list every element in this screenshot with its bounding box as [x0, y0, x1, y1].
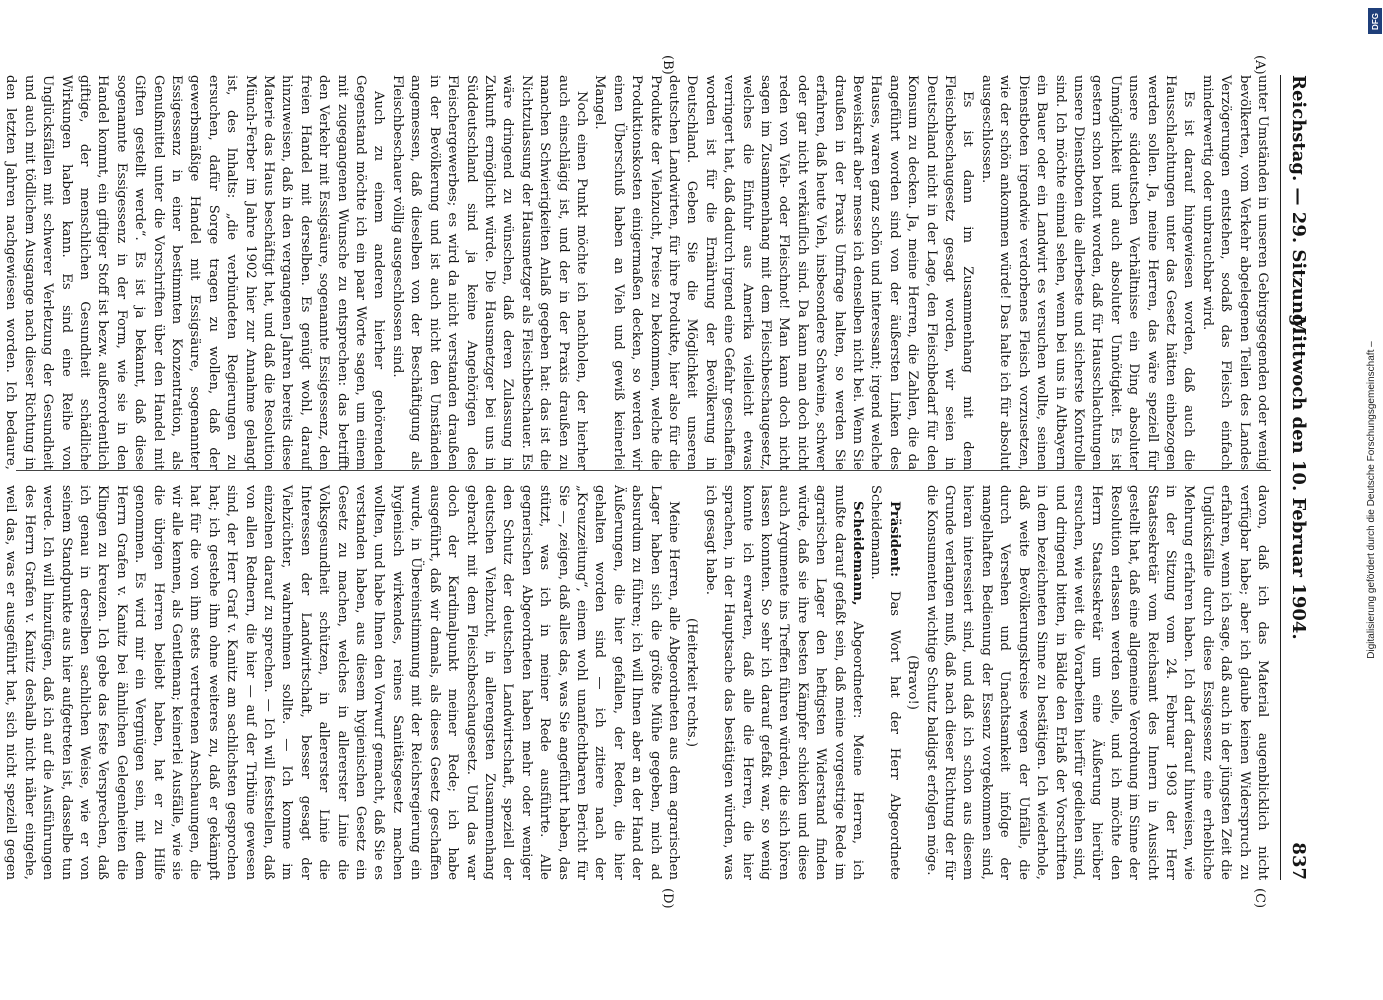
margin-marker-d: (D)	[660, 888, 675, 909]
paragraph: unter Umständen in unseren Gebirgsgegenden oder wenig bevölkerten, vom Verkehr abgelegenen Teilen des Landes Verzögerungen entstehen, sodaß das Fleisch einfach minderwertig oder unbrauchbar wird.	[1199, 75, 1270, 470]
paragraph: Auch zu einem anderen hierher gehörenden Gegenstand möchte ich ein paar Worte sagen, um einem mit zugegangenen Wunsche zu entsprechen: das betrifft den Verkehr mit Essigsäure, sogenannte Essigessenz, den freien Handel mit derselben. Es genügt wohl, darauf hinzuweisen, daß in den vergangenen Jahren bereits diese Materie das Haus beschäftigt hat, und daß die Resolution Münch-Ferber im Jahre 1902 hier zur Annahme gelangt ist, des Inhalts: „die verbündeten Regierungen zu ersuchen, dafür Sorge tragen zu wollen, daß der gewerbsmäßige Handel mit Essigsäure, sogenannter Essigessenz in einer bestimmten Konzentration, als Genußmittel unter die Vorschriften über den Handel mit Giften gestellt werde“. Es ist ja bekannt, daß diese sogenannte Essigessenz in der Form, wie sie in den Handel kommt, ein giftiger Stoff ist bezw. außerordentlich giftige, der menschlichen Gesundheit schädliche Wirkungen haben kann. Es sind eine Reihe von Unglücksfällen mit schwerer Verletzung der Gesundheit und auch mit tödlichem Ausgange nach dieser Richtung in den letzten Jahren nachgewiesen worden. Ich bedaure,	[3, 75, 387, 470]
column-divider	[16, 470, 1271, 471]
speaker-name: Scheidemann,	[850, 501, 866, 606]
margin-marker-a: (A)	[1252, 55, 1267, 75]
header-session: Reichstag. — 29. Sitzung.	[1288, 75, 1309, 333]
page-number: 837	[1288, 842, 1309, 880]
speech-text: Abgeordneter: Meine Herren, ich mußte darauf gefaßt sein, daß meine vorgestrige Rede im agrarischen Lager den heftigsten Widerstand finden würde, daß sie ihre besten Kämpfer schicken und diese auch Argumente ins Treffen führen würden, die sich hören lassen konnten. So sehr ich darauf gefaßt war, so wenig konnte ich erwarten, daß alle die Herren, die hier sprachen, in der Hauptsache das bestätigen würden, was ich gesagt habe.	[702, 485, 866, 880]
margin-marker-b: (B)	[660, 55, 675, 75]
interjection: (Heiterkeit rechts.)	[684, 618, 700, 747]
header-date: Mittwoch den 10. Februar 1904.	[1288, 315, 1309, 640]
dfg-logo-text: DFG	[1370, 12, 1380, 30]
paragraph: Es ist darauf hingewiesen worden, daß auch die Hausschlachtungen unter das Gesetz hätten einbezogen werden sollen. Ja, meine Herren, das wäre speziell für unsere süddeutschen Verhältnisse ein Ding absoluter Unmöglichkeit und auch absoluter Unnötigkeit. Es ist gestern schon betont worden, daß für Hausschlachtungen unsere Dienstboten die allerbeste und sicherste Kontrolle sind. Ich möchte einmal sehen, wenn bei uns in Altbayern ein Bauer oder ein Landwirt es versuchen wollte, seinen Dienstboten irgendwie verdorbenes Fleisch vorzusetzen, wie der schön ankommen würde! Das halte ich für absolut ausgeschlossen.	[978, 75, 1197, 470]
paragraph: Meine Herren, alle Abgeordneten aus dem agrarischen Lager haben sich die größte Mühe gegeben, mich ad absurdum zu führen; ich will Ihnen aber an der Hand der Äußerungen, die hier gefallen, der Reden, die hier gehalten worden sind — ich zitiere nach der „Kreuzzeitung“, einem wohl unanfechtbaren Bericht für Sie —, zeigen, daß alles das, was Sie angeführt haben, das stützt, was ich in meiner Rede ausführte. Alle gegnerischen Abgeordneten haben mehr oder weniger den Schutz der deutschen Landwirtschaft, speziell der deutschen Viehzucht, in allerengsten Zusammenhang gebracht mit dem Fleischbeschaugesetz. Und das war doch der Kardinalpunkt meiner Rede; ich habe ausgeführt, daß wir damals, als dieses Gesetz geschaffen wurde, in Übereinstimmung mit der Reichsregierung ein hygienisch wirkendes, reines Sanitätsgesetz machen wollten, und habe Ihnen den Vorwurf gemacht, daß Sie es verstanden haben, aus diesem hygienischen Gesetz ein Gesetz zu machen, welches in allererster Linie die Volksgesundheit schützen, in allererster Linie die Interessen der Landwirtschaft, besser gesagt der Viehzüchter, wahrnehmen sollte. — Ich komme im einzelnen darauf zu sprechen. — Ich will feststellen, daß von allen Rednern, die hier — auf der Tribüne gewesen sind, der Herr Graf v. Kanitz am sachlichsten gesprochen hat; ich gestehe ihm ohne weiteres zu, daß er gekämpft hat für die von ihm stets vertretenen Anschauungen, die wir alle kennen, als Gentleman; keinerlei Ausfälle, wie sie die übrigen Herren beliebt haben, hat er zu Hilfe genommen. Es wird mir ein Vergnügen sein, mit dem Herrn Grafen v. Kanitz bei ähnlichen Gelegenheiten die Klingen zu kreuzen. Ich gebe das feste Versprechen, daß ich genau in derselben sachlichen Weise, wie er von seinem Standpunkte aus hier aufgetreten ist, dasselbe tun werde. Ich will hinzufügen, daß ich auf die Ausführungen des Herrn Grafen v. Kanitz deshalb nicht näher eingehe, weil das, was er ausgeführt hat, sich nicht speziell gegen	[3, 485, 681, 880]
paragraph: davon, daß ich das Material augenblicklich nicht verfügbar habe; aber ich glaube keinen Widerspruch zu erfahren, wenn ich sage, daß auch in der jüngsten Zeit die Unglücksfälle durch diese Essigessenz eine erhebliche Mehrung erfahren haben. Ich darf darauf hinweisen, wie in der Sitzung vom 24. Februar 1903 der Herr Staatssekretär vom Reichsamt des Innern in Aussicht gestellt hat, daß eine allgemeine Verordnung im Sinne der Resolution erlassen werden solle, und ich möchte den Herrn Staatssekretär um eine Äußerung hierüber ersuchen, wie weit die Vorarbeiten hierfür gediehen sind, und dringend bitten, in Bälde den Erlaß der Vorschriften in dem bezeichneten Sinne zu bestätigen. Ich wiederhole, daß weite Bevölkerungskreise wegen der Unfälle, die durch Versehen und Unachtsamkeit infolge der mangelhaften Bedienung der Essenz vorgekommen sind, hieran interessiert sind, und daß ich schon aus diesem Grunde verlangen muß, daß nach dieser Richtung der für die Konsumenten wichtige Schutz baldigst erfolgen möge.	[923, 485, 1270, 880]
speech-text: Das Wort hat der Herr Abgeordnete Scheidemann.	[868, 485, 902, 880]
right-column	[3, 485, 1271, 880]
dfg-logo	[1368, 8, 1382, 34]
margin-marker-c: (C)	[1252, 888, 1267, 909]
speaker-paragraph	[700, 485, 866, 880]
paragraph: Noch einen Punkt möchte ich nachholen, der hierher auch einschlägig ist, und der in der Praxis draußen zu manchen Schwierigkeiten Anlaß gegeben hat: das ist die Nichtzulassung der Hausmetzger als Fleischbeschauer. Es wäre dringend zu wünschen, daß deren Zulassung in Zukunft ermöglicht würde. Die Hausmetzger bei uns in Süddeutschland sind ja keine Angehörigen des Fleischergewerbes; es wird da nicht verstanden draußen in der Bevölkerung und ist auch nicht den Umständen angemessen, daß dieselben von der Beschäftigung als Fleischbeschauer völlig ausgeschlossen sind.	[389, 75, 589, 470]
paragraph: Es ist dann im Zusammenhang mit dem Fleischbeschaugesetz gesagt worden, wir seien in Deutschland nicht in der Lage, den Fleischbedarf für den Konsum zu decken. Ja, meine Herren, die Zahlen, die da angeführt worden sind von der äußersten Linken des Hauses, waren ganz schön und interessant; irgend welche Beweiskraft aber messe ich denselben nicht bei. Wenn Sie draußen in der Praxis Umfrage halten, so werden Sie erfahren, daß heute Vieh, insbesondere Schweine, schwer oder gar nicht verkäuflich sind. Da kann man doch nicht reden von Vieh- oder Fleischnot! Man kann doch nicht sagen im Zusammenhang mit dem Fleischbeschaugesetz, welches die Einfuhr aus Amerika vielleicht etwas verringert hat, daß dadurch irgend eine Gefahr geschaffen worden ist für die Ernährung der Bevölkerung in Deutschland. Geben Sie die Möglichkeit unseren deutschen Landwirten, für ihre Produkte, hier also für die Produkte der Viehzucht, Preise zu bekommen, welche die Produktionskosten einigermaßen decken, so werden wir einen Überschuß haben an Vieh und gewiß keinerlei Mangel.	[592, 75, 976, 470]
left-column	[3, 75, 1271, 470]
page-header	[1280, 75, 1315, 880]
speaker-paragraph	[866, 485, 903, 880]
interjection: (Bravo!)	[905, 655, 921, 710]
digitization-credit: Digitalisierung gefördert durch die Deutsche Forschungsgemeinschaft –	[1366, 341, 1377, 659]
rotated-page	[0, 55, 1315, 915]
speaker-name: Präsident:	[886, 501, 902, 578]
